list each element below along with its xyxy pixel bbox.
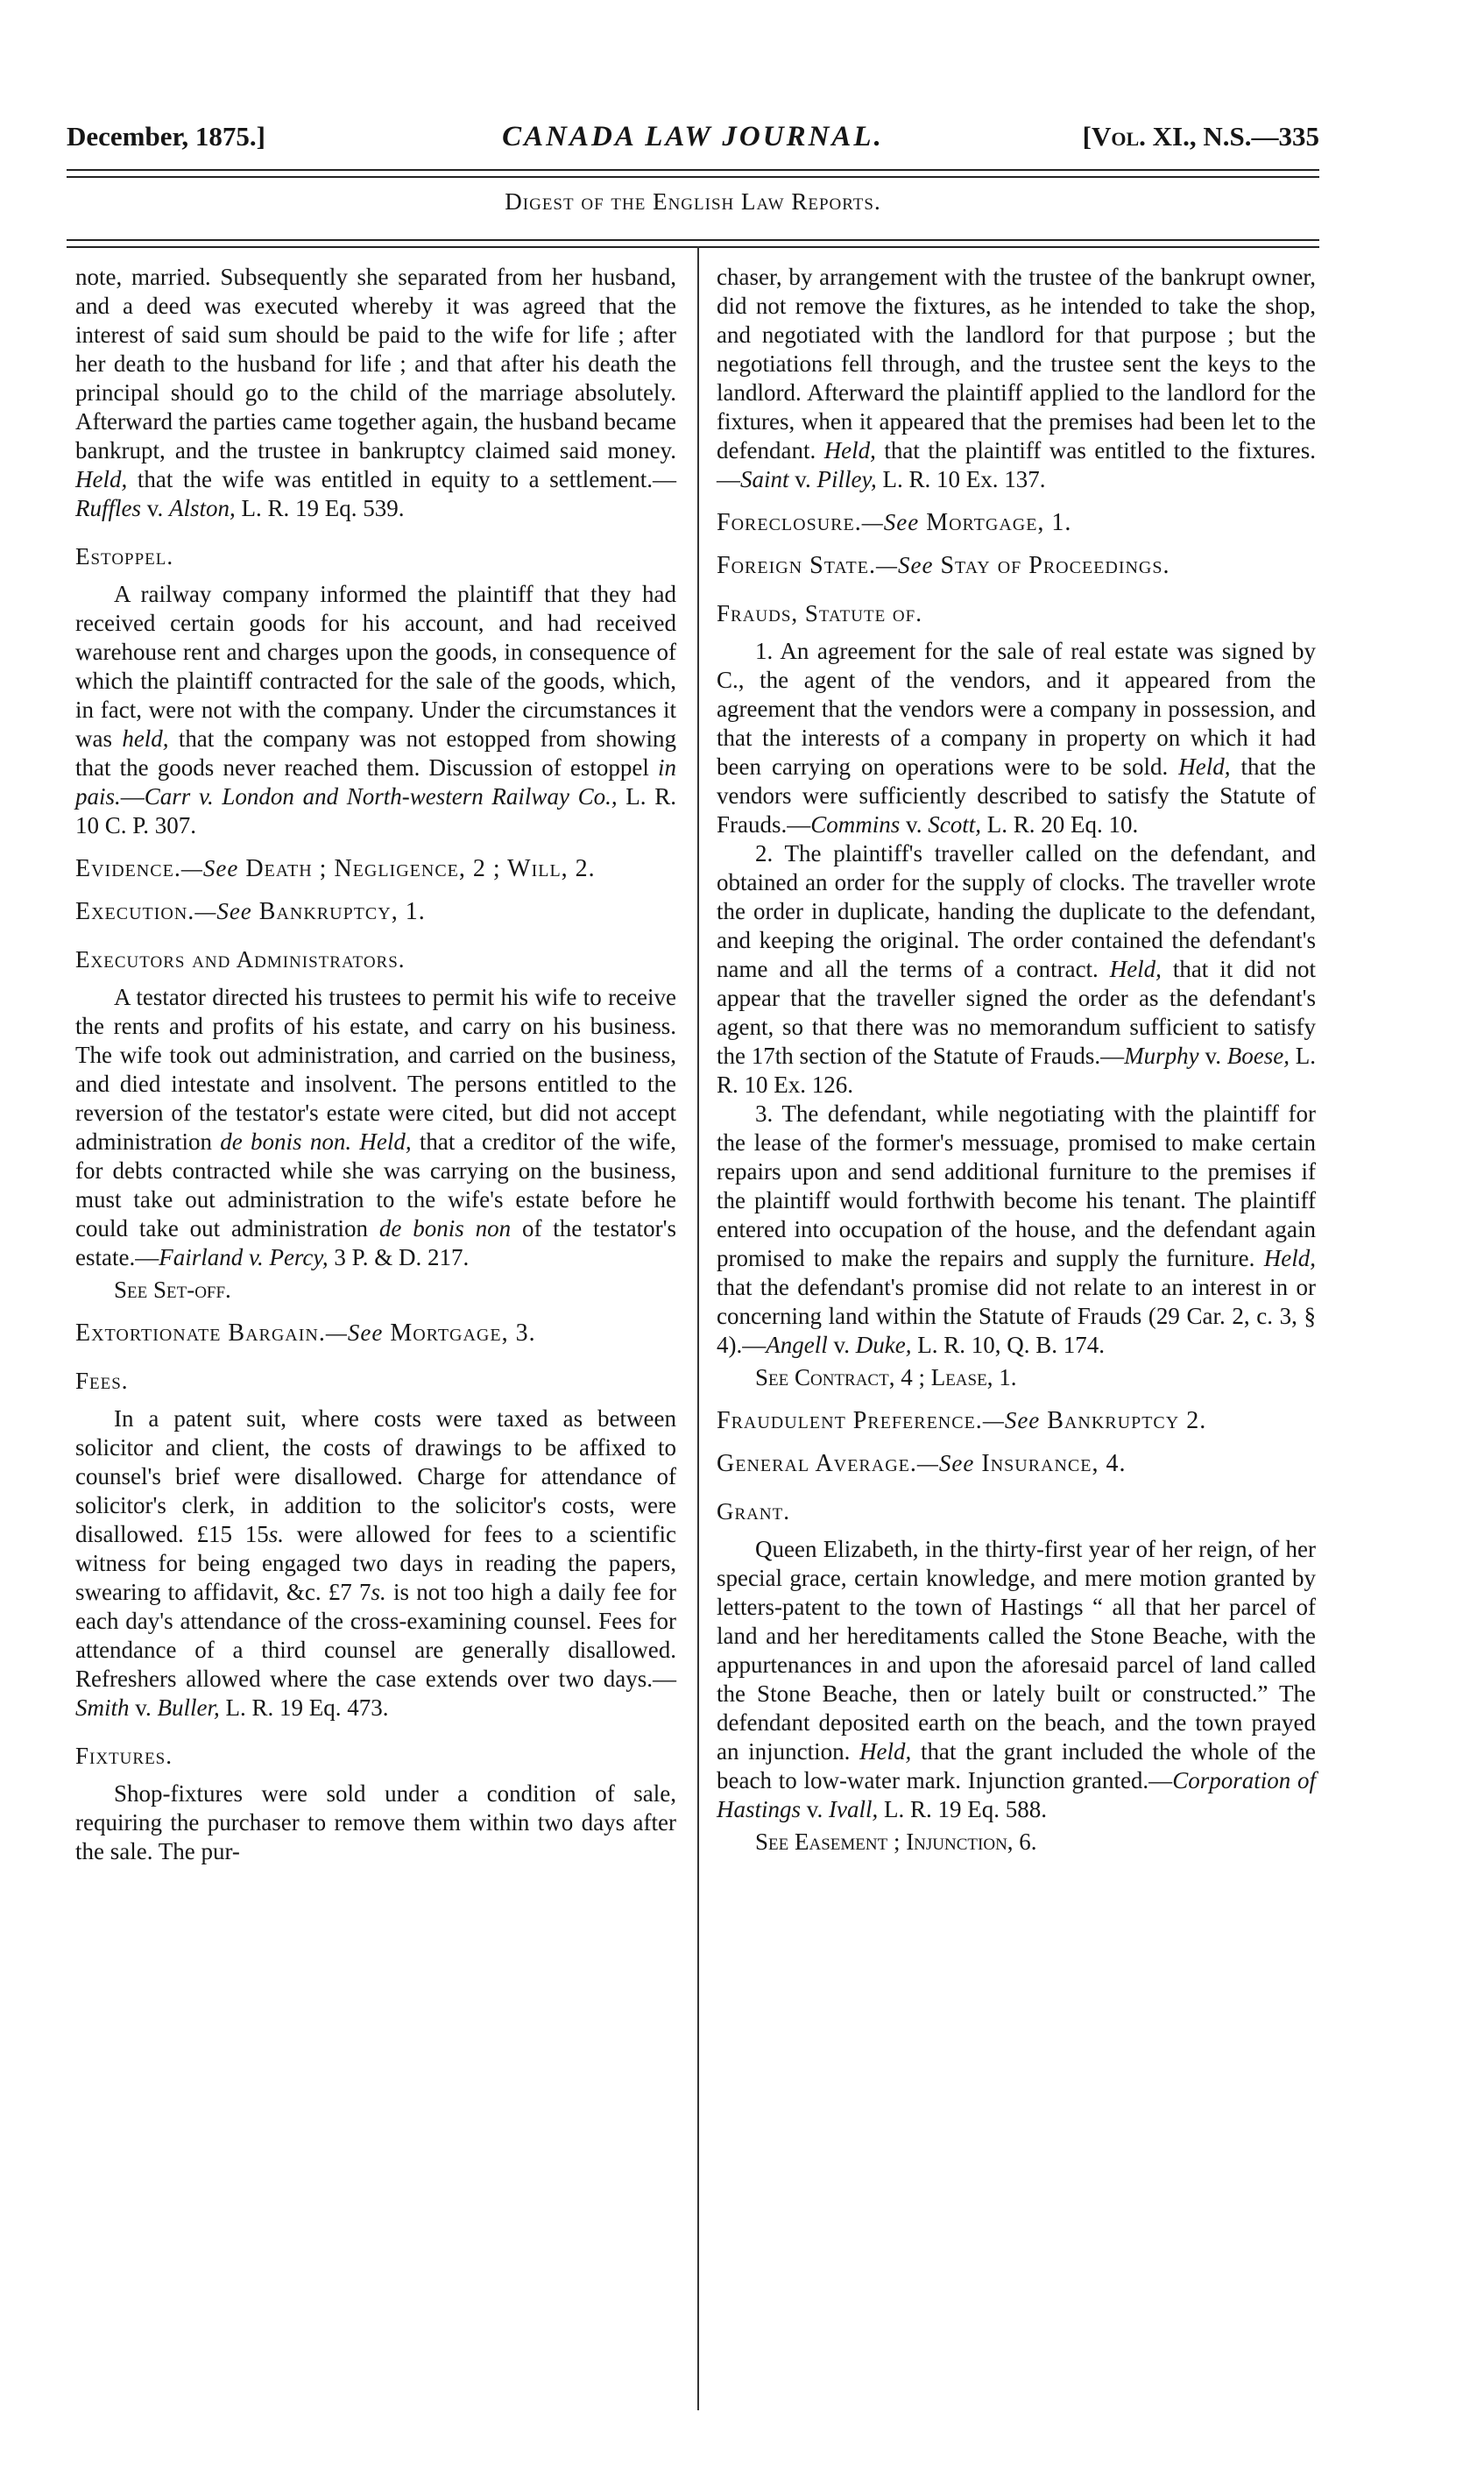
left-column [75, 263, 676, 1866]
column-divider [697, 246, 699, 2410]
fixtures-entry-continued: chaser, by arrangement with the trustee of the bankrupt owner, did not remove the fixtures, as he intended to take the shop, and negotiated with the landlord for that purpose ; but the negotiations fell through, and the trustee sent the keys to the landlord. Afterward the plaintiff applied to the landlord for the fixtures, when it appeared that the premises had been let to the defendant. Held, that the plaintiff was entitled to the fixtures.—Saint v. Pilley, L. R. 10 Ex. 137. [717, 264, 1316, 492]
heading-evidence: Evidence.—See Death ; Negligence, 2 ; Will, 2. [75, 855, 596, 882]
heading-fraudulent-preference: Fraudulent Preference.—See Bankruptcy 2. [717, 1407, 1207, 1434]
right-column [717, 263, 1316, 1857]
heading-execution: Execution.—See Bankruptcy, 1. [75, 898, 426, 925]
heading-general-average: General Average.—See Insurance, 4. [717, 1450, 1127, 1477]
volume-page: [Vol. XI., N.S.—335 [1082, 121, 1319, 152]
heading-estoppel: Estoppel. [75, 543, 174, 569]
heading-frauds: Frauds, Statute of. [717, 600, 922, 626]
header-rule-top [67, 169, 1319, 171]
running-header [67, 121, 1319, 156]
ruffles-entry: note, married. Subsequently she separated from her husband, and a deed was executed whereby it was agreed that the interest of said sum should be paid to the wife for life ; after her death to the husband for life ; and that after his death the principal should go to the child of the marriage absolutely. Afterward the parties came together again, the husband became bankrupt, and the trustee in bankruptcy claimed said money. Held, that the wife was entitled in equity to a settlement.—Ruffles v. Alston, L. R. 19 Eq. 539. [75, 264, 676, 521]
grant-entry: Queen Elizabeth, in the thirty-first year of her reign, of her special grace, certain knowledge, and mere motion granted by letters-patent to the town of Hastings “ all that her parcel of land and her hereditaments called the Stone Beache, with the appurtenances in and upon the aforesaid parcel of land called the Stone Beache, then or lately built or constructed.” The defendant deposited earth on the beach, and the town prayed an injunction. Held, that the grant included the whole of the beach to low-water mark. Injunction granted.—Corporation of Hastings v. Ivall, L. R. 19 Eq. 588. [717, 1536, 1316, 1822]
executors-see-also: See Set-off. [114, 1277, 231, 1303]
issue-date: December, 1875.] [67, 121, 265, 152]
estoppel-entry: A railway company informed the plaintiff that they had received certain goods for his account, and had received warehouse rent and charges upon the goods, in consequence of which the plaintiff contracted for the sale of the goods, which, in fact, were not with the company. Under the circumstances it was held, that the company was not estopped from showing that the goods never reached them. Discussion of estoppel in pais.—Carr v. London and North-western Railway Co., L. R. 10 C. P. 307. [75, 581, 676, 838]
heading-foreclosure: Foreclosure.—See Mortgage, 1. [717, 509, 1072, 536]
executors-entry: A testator directed his trustees to permit his wife to receive the rents and profits of his estate, and carry on his business. The wife took out administration, and carried on the business, and died intestate and insolvent. The persons entitled to the reversion of the testator's estate were cited, but did not accept administration de bonis non. Held, that a creditor of the wife, for debts contracted while she was carrying on the business, must take out administration to the wife's estate before he could take out administration de bonis non of the testator's estate.—Fairland v. Percy, 3 P. & D. 217. [75, 984, 676, 1270]
header-rule-top-second [67, 176, 1319, 178]
heading-executors: Executors and Administrators. [75, 946, 406, 973]
fixtures-entry-start: Shop-fixtures were sold under a condition of sale, requiring the purchaser to remove them within two days after the sale. The pur- [75, 1780, 676, 1864]
section-rule-second [67, 246, 1319, 248]
frauds-entry-2: 2. The plaintiff's traveller called on the defendant, and obtained an order for the supply of clocks. The traveller wrote the order in duplicate, handing the duplicate to the defendant, and keeping the original. The order contained the defendant's name and all the terms of a contract. Held, that it did not appear that the traveller signed the order as the defendant's agent, so that there was no memorandum sufficient to satisfy the 17th section of the Statute of Frauds.—Murphy v. Boese, L. R. 10 Ex. 126. [717, 840, 1316, 1098]
heading-extortionate: Extortionate Bargain.—See Mortgage, 3. [75, 1319, 536, 1347]
heading-foreign-state: Foreign State.—See Stay of Proceedings. [717, 552, 1170, 579]
section-title: Digest of the English Law Reports. [505, 188, 881, 215]
section-rule [67, 239, 1319, 241]
frauds-see-also: See Contract, 4 ; Lease, 1. [755, 1364, 1017, 1390]
frauds-entry-1: 1. An agreement for the sale of real estate was signed by C., the agent of the vendors, and it appeared from the agreement that the vendors were a company in possession, and that the interests of a company in property on which it had been carrying on operations were to be sold. Held, that the vendors were sufficiently described to satisfy the Statute of Frauds.—Commins v. Scott, L. R. 20 Eq. 10. [717, 638, 1316, 838]
journal-title: CANADA LAW JOURNAL. [502, 121, 884, 152]
grant-see-also: See Easement ; Injunction, 6. [755, 1829, 1037, 1855]
frauds-entry-3: 3. The defendant, while negotiating with the plaintiff for the lease of the former's messuage, promised to make certain repairs upon and send additional furniture to the premises if the plaintiff would forthwith become his tenant. The plaintiff entered into occupation of the house, and the defendant again promised to make the repairs and supply the furniture. Held, that the defendant's promise did not relate to an interest in or concerning land within the Statute of Frauds (29 Car. 2, c. 3, § 4).—Angell v. Duke, L. R. 10, Q. B. 174. [717, 1100, 1316, 1358]
fees-entry: In a patent suit, where costs were taxed as between solicitor and client, the costs of drawings to be affixed to counsel's brief were disallowed. Charge for attendance of solicitor's clerk, in addition to the solicitor's costs, were disallowed. £15 15s. were allowed for fees to a scientific witness for being engaged two days in reading the papers, swearing to affidavit, &c. £7 7s. is not too high a daily fee for each day's attendance of the cross-examining counsel. Fees for attendance of a third counsel are generally disallowed. Refreshers allowed where the case extends over two days.—Smith v. Buller, L. R. 19 Eq. 473. [75, 1405, 676, 1721]
heading-grant: Grant. [717, 1498, 790, 1524]
heading-fixtures: Fixtures. [75, 1743, 173, 1769]
heading-fees: Fees. [75, 1368, 129, 1394]
